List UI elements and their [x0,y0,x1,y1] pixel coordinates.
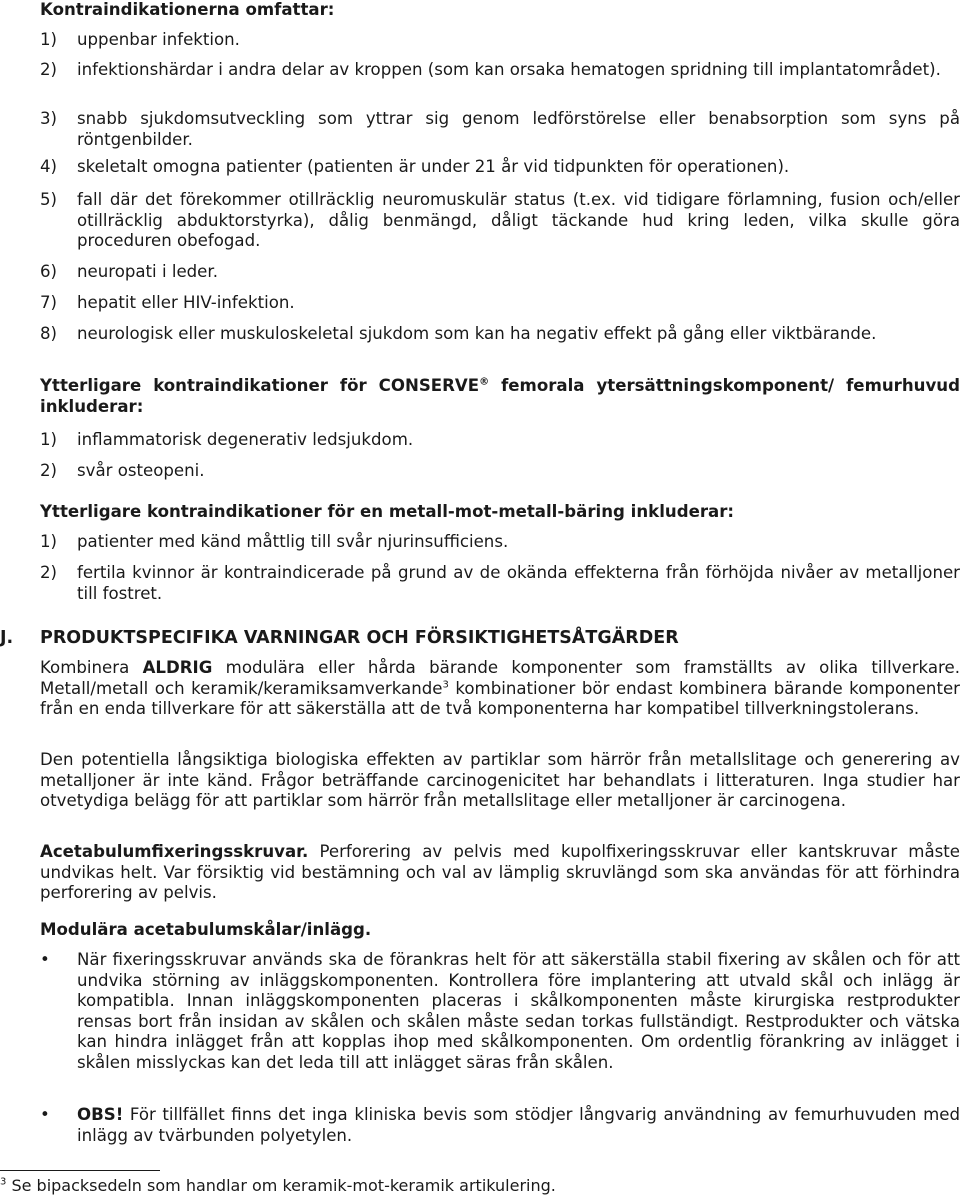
list-text: uppenbar infektion. [77,30,240,49]
registered-mark: ® [479,376,490,388]
bullet-item [40,1105,960,1146]
para-text: kombinationer bör endast kombinera bärande komponenter från en enda tillverkare för att säkerställa att de två komponenterna har kompatibel tillverkningstolerans. [40,678,960,718]
list-text: inflammatorisk degenerativ ledsjukdom. [77,430,414,449]
list-item [40,30,960,51]
list-item [40,60,960,81]
list-item [40,324,960,345]
list-text: neurologisk eller muskuloskeletal sjukdom som kan ha negativ effekt på gång eller viktbärande. [77,324,877,343]
list-text: fall där det förekommer otillräcklig neuromuskulär status (t.ex. vid tidigare förlamning, fusion och/eller otillräcklig abduktorstyrka), dålig benmängd, dåligt täckande hud kring leden, vilka skulle göra proceduren obefogad. [77,190,960,250]
list-item [40,430,960,451]
footnote-number: 3 [0,1176,7,1188]
list-number: 7) [40,293,58,312]
para-bold: Acetabulumfixeringsskruvar. [40,842,309,861]
mom-heading: Ytterligare kontraindikationer för en metall-mot-metall-bäring inkluderar: [40,502,735,521]
list-item [40,157,960,178]
list-item [40,461,960,482]
list-number: 1) [40,532,58,551]
footnote [0,1176,556,1197]
paragraph-biological-effect: Den potentiella långsiktiga biologiska effekten av partiklar som härrör från metallslitage och generering av metalljoner är inte känd. Frågor beträffande carcinogenicitet har behandlats i litteraturen. Inga studier har otvetydiga belägg för att partiklar som härrör från metallslitage eller metalljoner är carcinogena. [40,750,960,810]
paragraph-screws [40,842,960,904]
list-number: 2) [40,60,58,79]
list-text: neuropati i leder. [77,262,218,281]
bullet-text: För tillfället finns det inga kliniska bevis som stödjer långvarig användning av femurhuvuden med inlägg av tvärbunden polyetylen. [77,1105,960,1145]
list-number: 2) [40,461,58,480]
footnote-divider [0,1170,160,1171]
conserve-heading-text-2: femorala ytersättningskomponent/ femurhuvud inkluderar: [40,376,960,416]
list-item [40,563,960,604]
list-number: 1) [40,430,58,449]
para-text: modulära eller hårda bärande komponenter som framställts av olika tillverkare. Metall/metall och keramik/keramiksamverkande [40,658,960,698]
list-text: hepatit eller HIV-infektion. [77,293,295,312]
list-text: fertila kvinnor är kontraindicerade på grund av de okända effekterna från förhöjda nivåer av metalljoner till fostret. [77,563,960,603]
list-number: 4) [40,157,58,176]
list-text: infektionshärdar i andra delar av kroppen (som kan orsaka hematogen spridning till implantatområdet). [77,60,941,79]
list-text: skeletalt omogna patienter (patienten är under 21 år vid tidpunkten för operationen). [77,157,790,176]
footnote-text: Se bipacksedeln som handlar om keramik-mot-keramik artikulering. [6,1176,556,1195]
list-number: 2) [40,563,58,582]
bullet-icon: • [40,950,50,969]
conserve-heading [40,376,960,417]
bullet-bold: OBS! [77,1105,124,1124]
list-item [40,190,960,252]
conserve-heading-text: Ytterligare kontraindikationer för CONSERVE [40,376,480,395]
contraindications-heading: Kontraindikationerna omfattar: [40,0,335,19]
paragraph-combine [40,658,960,720]
section-title: PRODUKTSPECIFIKA VARNINGAR OCH FÖRSIKTIGHETSÅTGÄRDER [40,628,679,648]
list-number: 1) [40,30,58,49]
list-item [40,293,960,314]
para-text: Kombinera [40,658,143,677]
bullet-item [40,950,960,1073]
bullet-icon: • [40,1105,50,1124]
list-text: snabb sjukdomsutveckling som yttrar sig genom ledförstörelse eller benabsorption som syns på röntgenbilder. [77,109,960,149]
list-number: 6) [40,262,58,281]
list-text: patienter med känd måttlig till svår njurinsufficiens. [77,532,509,551]
list-item [40,532,960,553]
bullet-text: När fixeringsskruvar används ska de förankras helt för att säkerställa stabil fixering av skålen och för att undvika störning av inläggskomponenten. Kontrollera före implantering att utvald skål och inlägg är kompatibla. Innan inläggskomponenten placeras i skålkomponenten måste kirurgiska restprodukter rensas bort från insidan av skålen och skålen måste sedan torkas fullständigt. Restprodukter och vätska kan hindra inlägget från att kopplas ihop med skålkomponenten. Om ordentlig förankring av inlägget i skålen misslyckas kan det leda till att inlägget säras från skålen. [77,950,960,1072]
section-letter: J. [0,628,14,648]
footnote-ref: 3 [442,678,449,690]
list-number: 8) [40,324,58,343]
modular-heading: Modulära acetabulumskålar/inlägg. [40,920,372,939]
list-number: 5) [40,190,58,209]
list-item [40,262,960,283]
para-bold: ALDRIG [142,658,213,677]
list-number: 3) [40,109,58,128]
para-text: Perforering av pelvis med kupolfixeringsskruvar eller kantskruvar måste undvikas helt. Var försiktig vid bestämning och val av lämplig skruvlängd som ska användas för att förhindra perforering av pelvis. [40,842,960,902]
list-item [40,109,960,150]
list-text: svår osteopeni. [77,461,205,480]
